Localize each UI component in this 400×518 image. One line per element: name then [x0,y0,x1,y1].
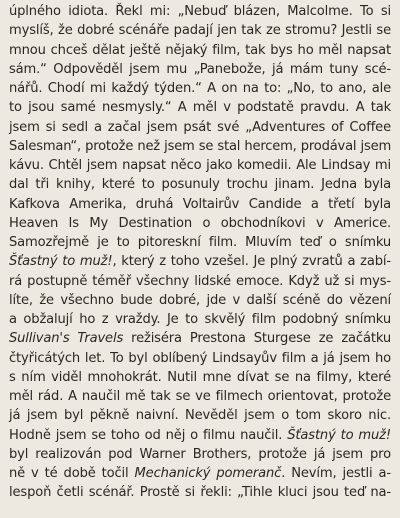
text-segment: režiséra Prestona Sturgese ze začátku [123,331,391,347]
text-line [9,41,391,60]
text-segment: . Nevím, jestli a- [281,466,391,481]
text-segment: já jsem byl pěkně naivní. Nevěděl jsem o tom skoro nic. [9,408,391,424]
text-segment: rá postupně téměř všechny lidské emoce. Když už si mys- [9,273,391,289]
text-line [9,156,391,175]
text-segment: čtyřicátých let. To byl oblíbený Lindsayův film a já jsem ho [9,350,391,366]
text-line [9,406,391,425]
text-segment: Salesman“, protože než jsem se stal hercem, prodával jsem [9,138,391,154]
text-segment: mnou chceš dělat ještě nějaký film, tak bys ho měl napsat [9,42,391,58]
text-line [9,79,391,98]
text-line [9,368,391,387]
body-text [9,2,391,503]
text-line [9,349,391,368]
text-line [9,464,391,483]
text-line [9,195,391,214]
text-segment: to jsou samé nesmysly.“ A měl v podstatě pravdu. A tak [9,100,391,116]
text-segment: Hodně jsem se toho od něj o filmu naučil. [9,427,288,443]
text-segment: měl rád. A naučil mě tak se ve filmech orientovat, protože [9,389,391,404]
text-line [9,175,391,194]
text-segment: dal tři knihy, které to posunuly trochu jinam. Jedna byla [9,177,391,193]
text-line [9,21,391,40]
text-line [9,310,391,329]
text-line [9,445,391,464]
text-line [9,252,391,271]
text-line [9,2,391,21]
text-line [9,387,391,406]
text-segment: Samozřejmě je to pitoreskní film. Mluvím teď o snímku [9,235,391,250]
italic-title: Sullivan's Travels [9,331,124,347]
text-segment: ně v té době točil [9,466,135,481]
text-segment: myslíš, že dobré scénáře padají jen tak ze stromu? Jestli se [9,23,391,39]
text-segment: nářů. Chodí mi každý týden.“ A on na to: „No, to ano, ale [9,81,391,96]
text-line [9,329,391,348]
italic-title: Šťastný to muž! [9,254,113,270]
text-segment: byl realizován pod Warner Brothers, protože já jsem pro [9,446,391,462]
text-segment: , který z toho vzešel. Je plný zvratů a zabí- [112,254,391,270]
text-line [9,137,391,156]
text-segment: Kafkova Amerika, druhá Voltairův Candide a třetí byla [9,196,391,212]
text-line [9,483,391,502]
text-segment: lespoň četli scénář. Prostě si řekli: „Tihle kluci jsou teď na- [9,485,391,501]
text-line [9,233,391,252]
text-segment: a obžalují ho z vraždy. Je to skvělý film podobný snímku [9,312,391,327]
text-segment: Heaven Is My Destination o obchodníkovi v Americe. [9,215,391,231]
text-segment: jsem si sedl a začal jsem psát své „Adventures of Coffee [9,119,391,135]
text-line [9,426,391,445]
text-segment: kávu. Chtěl jsem napsat něco jako komedii. Ale Lindsay mi [9,158,391,173]
text-line [9,98,391,117]
italic-title: Šťastný to muž! [287,427,391,443]
text-segment: úplného idiota. Řekl mi: „Nebuď blázen, Malcolme. To si [9,4,391,19]
text-segment: sám.“ Odpověděl jsem mu „Panebože, já mám tuny scé- [9,61,391,77]
text-line [9,118,391,137]
text-line [9,214,391,233]
italic-title: Mechanický pomeranč [134,466,282,481]
text-segment: s ním viděl mnohokrát. Nutil mne dívat se na filmy, které [9,369,391,385]
text-line [9,272,391,291]
text-segment: líte, že všechno bude dobré, jde v další scéně do vězení [9,292,391,308]
text-line [9,60,391,79]
text-line [9,291,391,310]
